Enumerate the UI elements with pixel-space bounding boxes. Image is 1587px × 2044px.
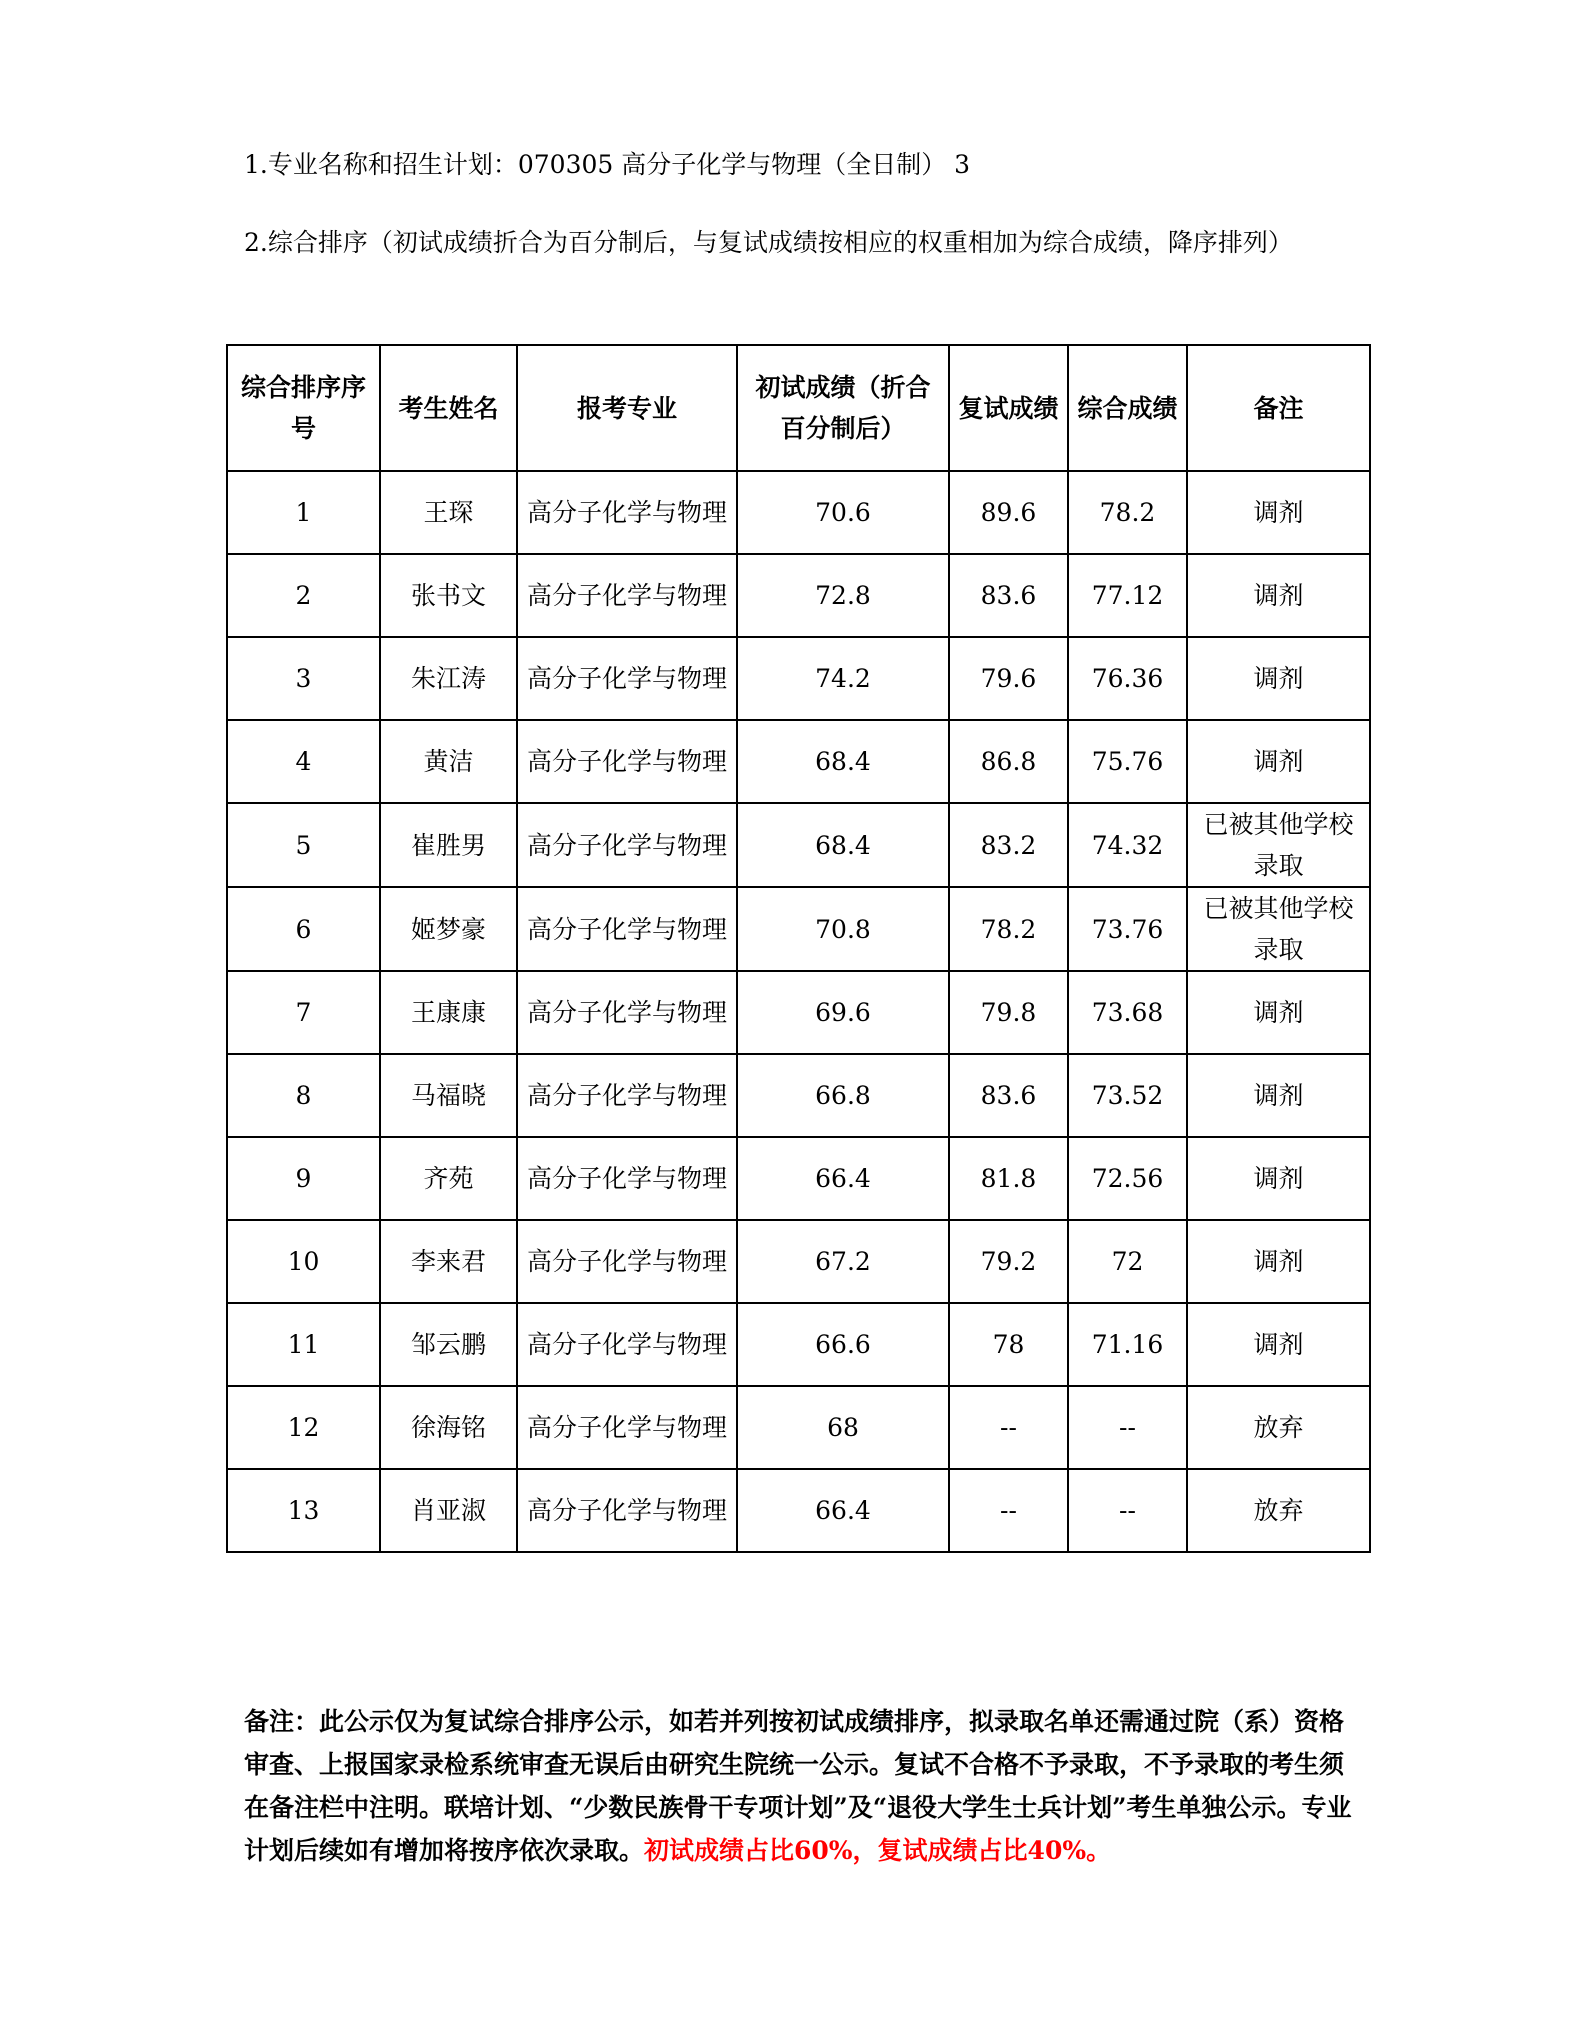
cell-retest-score: 83.6 [949, 554, 1068, 637]
cell-initial-score: 68.4 [737, 720, 949, 803]
cell-major: 高分子化学与物理 [517, 471, 737, 554]
cell-rank: 9 [227, 1137, 380, 1220]
table-row [227, 971, 1370, 1054]
cell-initial-score: 66.4 [737, 1469, 949, 1552]
cell-retest-score: 78 [949, 1303, 1068, 1386]
table-row [227, 1054, 1370, 1137]
cell-initial-score: 66.4 [737, 1137, 949, 1220]
table-row [227, 887, 1370, 971]
cell-retest-score: 79.2 [949, 1220, 1068, 1303]
cell-name: 黄洁 [380, 720, 517, 803]
cell-remark: 已被其他学校录取 [1187, 803, 1370, 887]
major-plan-line: 1.专业名称和招生计划：070305 高分子化学与物理（全日制） 3 [244, 150, 971, 179]
cell-total-score: 78.2 [1068, 471, 1187, 554]
header-rank: 综合排序序号 [227, 345, 380, 471]
table-row [227, 803, 1370, 887]
cell-rank: 7 [227, 971, 380, 1054]
cell-rank: 2 [227, 554, 380, 637]
cell-retest-score: 79.6 [949, 637, 1068, 720]
cell-rank: 3 [227, 637, 380, 720]
cell-total-score: 72 [1068, 1220, 1187, 1303]
cell-initial-score: 68 [737, 1386, 949, 1469]
cell-name: 姬梦豪 [380, 887, 517, 971]
cell-initial-score: 74.2 [737, 637, 949, 720]
table-body [227, 471, 1370, 1552]
cell-retest-score: 78.2 [949, 887, 1068, 971]
cell-total-score: 71.16 [1068, 1303, 1187, 1386]
cell-remark: 放弃 [1187, 1386, 1370, 1469]
cell-major: 高分子化学与物理 [517, 637, 737, 720]
cell-rank: 13 [227, 1469, 380, 1552]
note-paragraph [244, 1700, 1359, 1872]
cell-rank: 11 [227, 1303, 380, 1386]
cell-initial-score: 70.8 [737, 887, 949, 971]
ranking-description: 2.综合排序（初试成绩折合为百分制后，与复试成绩按相应的权重相加为综合成绩，降序排列） [244, 228, 1293, 257]
cell-total-score: 73.52 [1068, 1054, 1187, 1137]
cell-rank: 5 [227, 803, 380, 887]
cell-remark: 调剂 [1187, 554, 1370, 637]
table-row [227, 471, 1370, 554]
cell-remark: 调剂 [1187, 1220, 1370, 1303]
table-row [227, 720, 1370, 803]
cell-remark: 已被其他学校录取 [1187, 887, 1370, 971]
cell-name: 邹云鹏 [380, 1303, 517, 1386]
cell-total-score: -- [1068, 1469, 1187, 1552]
cell-retest-score: 89.6 [949, 471, 1068, 554]
cell-retest-score: 83.6 [949, 1054, 1068, 1137]
cell-remark: 调剂 [1187, 1137, 1370, 1220]
cell-major: 高分子化学与物理 [517, 1054, 737, 1137]
cell-name: 马福晓 [380, 1054, 517, 1137]
header-major: 报考专业 [517, 345, 737, 471]
cell-major: 高分子化学与物理 [517, 720, 737, 803]
cell-retest-score: 83.2 [949, 803, 1068, 887]
cell-rank: 6 [227, 887, 380, 971]
table-row [227, 1469, 1370, 1552]
table-row [227, 1137, 1370, 1220]
header-initial-score: 初试成绩（折合百分制后） [737, 345, 949, 471]
cell-major: 高分子化学与物理 [517, 971, 737, 1054]
ranking-table [226, 344, 1371, 1553]
cell-name: 王康康 [380, 971, 517, 1054]
cell-total-score: 72.56 [1068, 1137, 1187, 1220]
header-remark: 备注 [1187, 345, 1370, 471]
header-retest-score: 复试成绩 [949, 345, 1068, 471]
cell-rank: 8 [227, 1054, 380, 1137]
cell-name: 张书文 [380, 554, 517, 637]
table-row [227, 637, 1370, 720]
note-text: 备注：此公示仅为复试综合排序公示，如若并列按初试成绩排序，拟录取名单还需通过院（系）资格审查、上报国家录检系统审查无误后由研究生院统一公示。复试不合格不予录取，不予录取的考生须在备注栏中注明。联培计划、“少数民族骨干专项计划”及“退役大学生士兵计划”考生单独公示。专业计划后续如有增加将按序依次录取。 [244, 1707, 1352, 1865]
cell-major: 高分子化学与物理 [517, 1303, 737, 1386]
cell-rank: 1 [227, 471, 380, 554]
cell-total-score: 77.12 [1068, 554, 1187, 637]
cell-retest-score: 79.8 [949, 971, 1068, 1054]
cell-retest-score: 86.8 [949, 720, 1068, 803]
cell-initial-score: 68.4 [737, 803, 949, 887]
cell-name: 徐海铭 [380, 1386, 517, 1469]
table-row [227, 1386, 1370, 1469]
cell-name: 崔胜男 [380, 803, 517, 887]
cell-retest-score: -- [949, 1386, 1068, 1469]
table-row [227, 1303, 1370, 1386]
cell-initial-score: 67.2 [737, 1220, 949, 1303]
cell-major: 高分子化学与物理 [517, 1137, 737, 1220]
cell-remark: 调剂 [1187, 1303, 1370, 1386]
cell-remark: 调剂 [1187, 720, 1370, 803]
cell-major: 高分子化学与物理 [517, 1386, 737, 1469]
cell-initial-score: 66.6 [737, 1303, 949, 1386]
weight-note: 初试成绩占比60%，复试成绩占比40%。 [644, 1836, 1112, 1865]
cell-total-score: 73.76 [1068, 887, 1187, 971]
cell-total-score: 73.68 [1068, 971, 1187, 1054]
cell-total-score: -- [1068, 1386, 1187, 1469]
table-row [227, 554, 1370, 637]
cell-major: 高分子化学与物理 [517, 1220, 737, 1303]
cell-name: 李来君 [380, 1220, 517, 1303]
table-header-row [227, 345, 1370, 471]
cell-remark: 调剂 [1187, 471, 1370, 554]
cell-major: 高分子化学与物理 [517, 803, 737, 887]
cell-total-score: 75.76 [1068, 720, 1187, 803]
cell-initial-score: 72.8 [737, 554, 949, 637]
cell-remark: 调剂 [1187, 637, 1370, 720]
cell-name: 王琛 [380, 471, 517, 554]
cell-total-score: 76.36 [1068, 637, 1187, 720]
cell-remark: 调剂 [1187, 971, 1370, 1054]
cell-initial-score: 69.6 [737, 971, 949, 1054]
cell-rank: 10 [227, 1220, 380, 1303]
cell-retest-score: 81.8 [949, 1137, 1068, 1220]
cell-remark: 放弃 [1187, 1469, 1370, 1552]
header-total-score: 综合成绩 [1068, 345, 1187, 471]
cell-name: 齐苑 [380, 1137, 517, 1220]
cell-retest-score: -- [949, 1469, 1068, 1552]
cell-major: 高分子化学与物理 [517, 887, 737, 971]
cell-name: 朱江涛 [380, 637, 517, 720]
header-name: 考生姓名 [380, 345, 517, 471]
cell-rank: 12 [227, 1386, 380, 1469]
cell-major: 高分子化学与物理 [517, 1469, 737, 1552]
cell-rank: 4 [227, 720, 380, 803]
cell-initial-score: 70.6 [737, 471, 949, 554]
cell-major: 高分子化学与物理 [517, 554, 737, 637]
cell-initial-score: 66.8 [737, 1054, 949, 1137]
cell-remark: 调剂 [1187, 1054, 1370, 1137]
cell-total-score: 74.32 [1068, 803, 1187, 887]
cell-name: 肖亚淑 [380, 1469, 517, 1552]
table-row [227, 1220, 1370, 1303]
